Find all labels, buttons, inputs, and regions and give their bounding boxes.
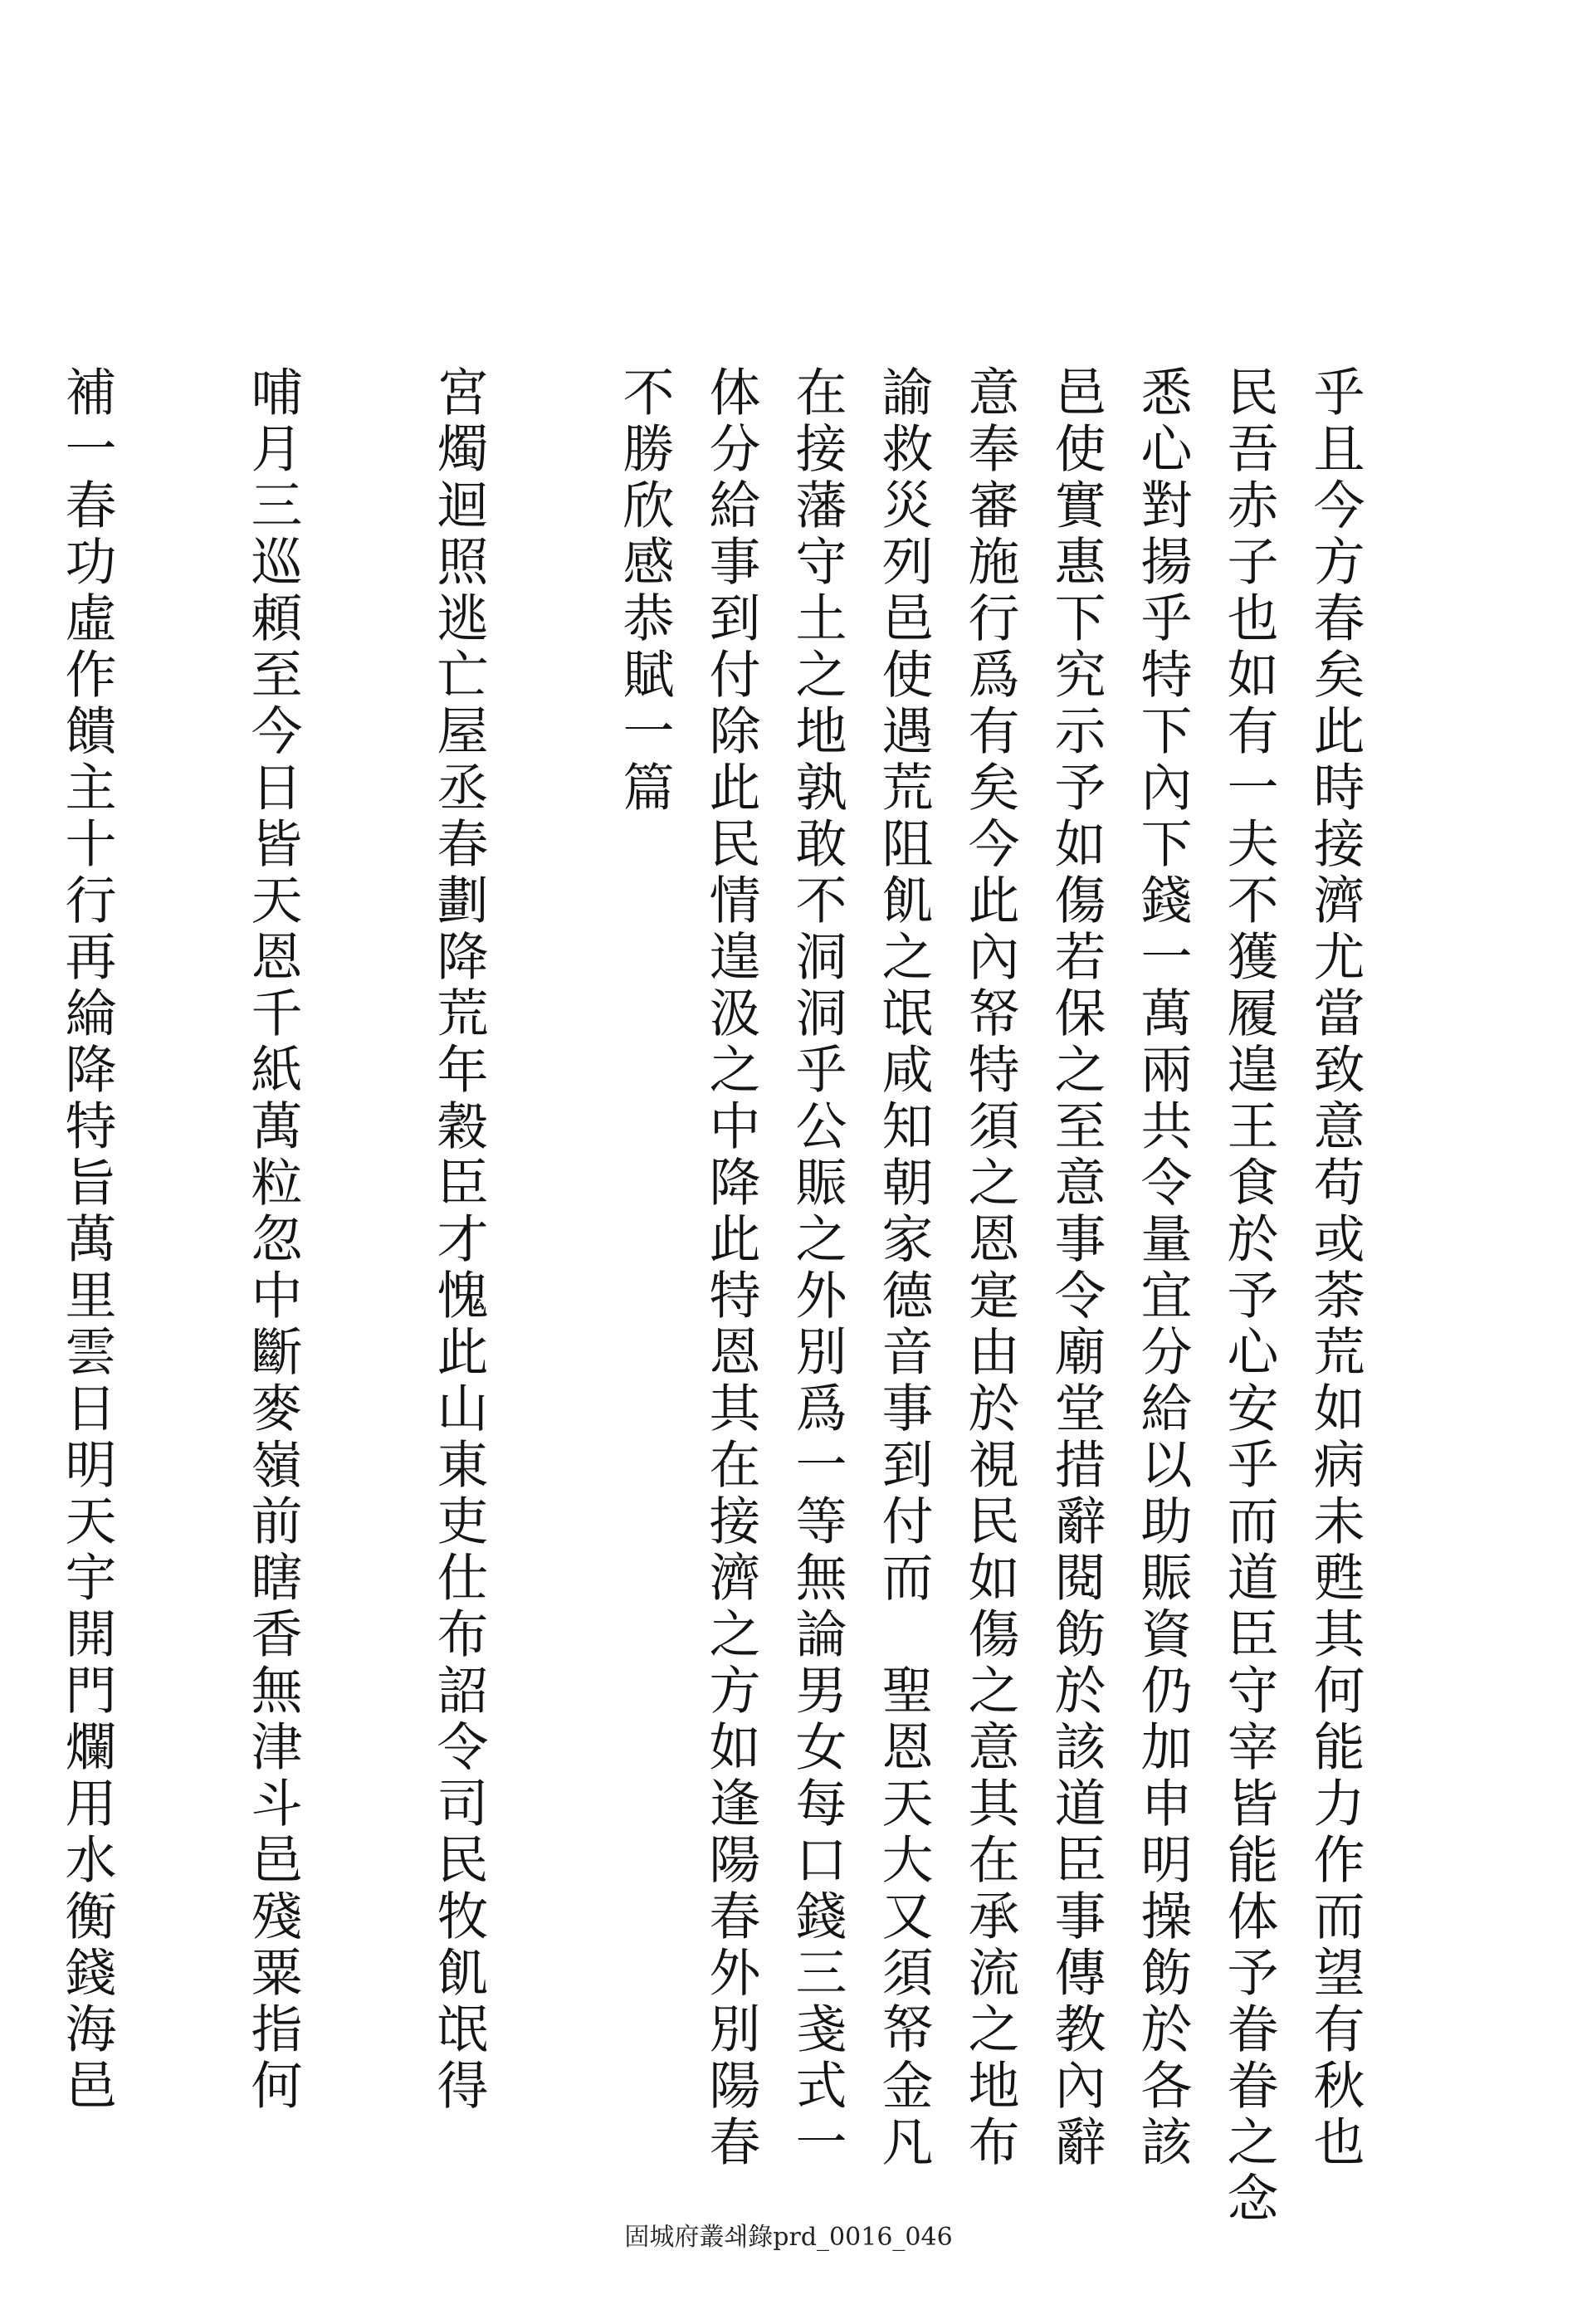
text-column-1: 乎且今方春矣此時接濟尤當致意苟或荼荒如病未甦其何能力作而望有秋也 (1305, 365, 1365, 2171)
text-column-8: 体分給事到付除此民情遑汲之中降此特恩其在接濟之方如逢陽春外別陽春 (701, 365, 761, 2171)
text-column-2: 民吾赤子也如有一夫不獲履遑王食於予心安乎而道臣守宰皆能体予眷眷之念 (1218, 365, 1279, 2228)
poem-column-4 (0, 365, 43, 2067)
text-column-7: 在接藩守土之地孰敢不洞洞乎公賑之外別爲一等無論男女每口錢三戔式一 (787, 365, 847, 2171)
poem-column-3: 補一春功虛作饋主十行再綸降特旨萬里雲日明天宇開門爛用水衡錢海邑 (56, 365, 117, 2115)
text-column-4: 邑使實惠下究示予如傷若保之至意事令廟堂措辭閱飭於該道臣事傳教內辭 (1046, 365, 1106, 2171)
vertical-text-block (0, 365, 1378, 2228)
poem-column-1: 宮燭迴照逃亡屋丞春劃降荒年穀臣才愧此山東吏仕布詔令司民牧飢氓得 (428, 365, 489, 2115)
text-column-3: 悉心對揚乎特下內下錢一萬兩共令量宜分給以助賑資仍加申明操飭於各該 (1132, 365, 1193, 2171)
page-footer-label: 固城府叢쇄錄prd_0016_046 (624, 2223, 953, 2252)
poem-column-2: 哺月三巡頼至今日皆天恩千紙萬粒忽中斷麥嶺前瞎香無津斗邑殘粟指何 (242, 365, 303, 2115)
text-column-5: 意奉審施行爲有矣今此內帑特須之恩寔由於視民如傷之意其在承流之地布 (959, 365, 1020, 2171)
text-column-6: 諭救災列邑使遇荒阻飢之氓咸知朝家德音事到付而 聖恩天大又須帑金凡 (873, 365, 934, 2171)
text-column-9: 不勝欣感恭賦一篇 (614, 365, 675, 817)
